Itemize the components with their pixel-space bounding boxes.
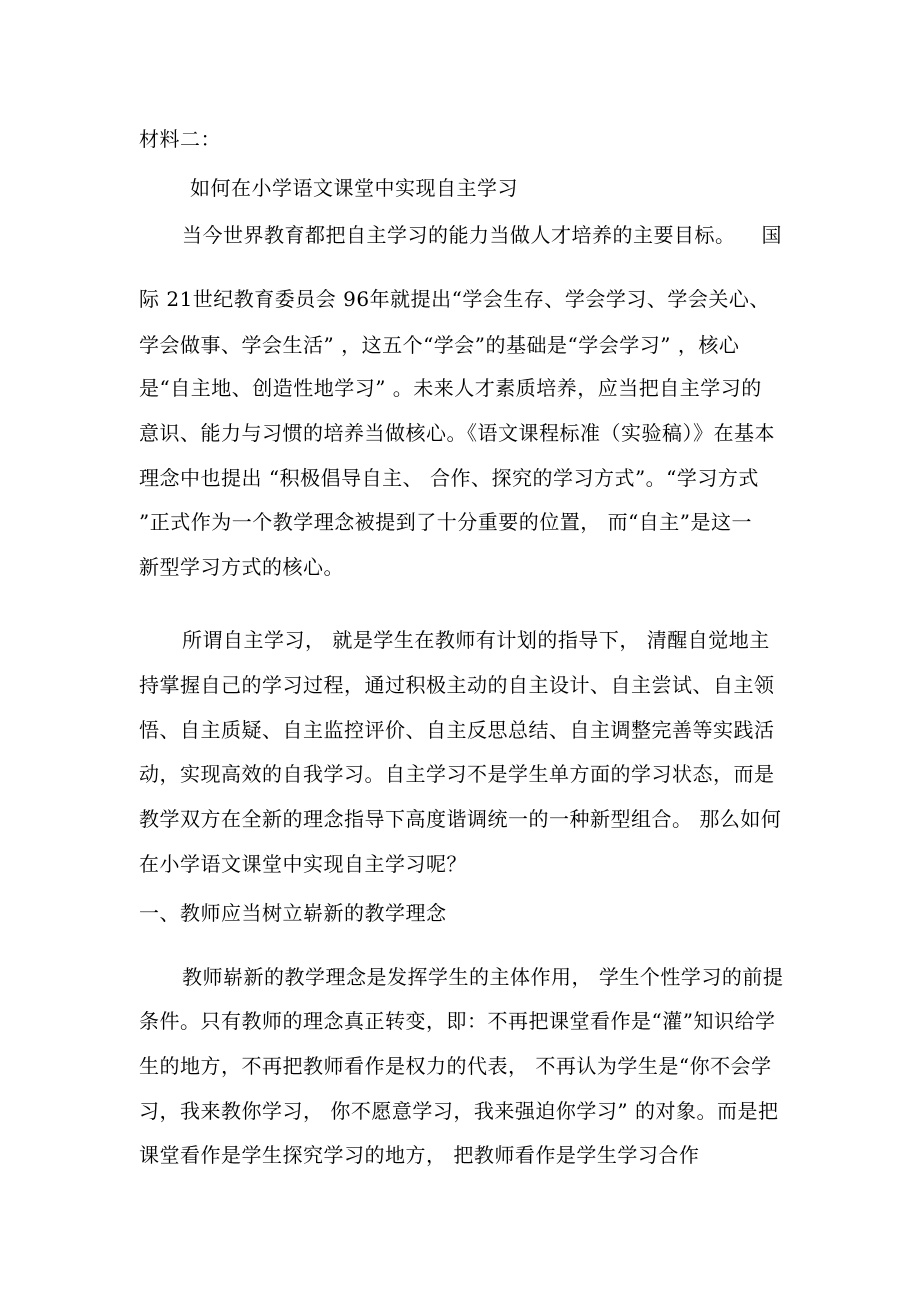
paragraph-1-line-1-left: 当今世界教育都把自主学习的能力当做人才培养的主要目标。 (182, 223, 736, 247)
paragraph-1-line-1 (182, 221, 782, 249)
material-label: 材料二： (139, 127, 221, 151)
paragraph-1-line: 新型学习方式的核心。 (139, 555, 344, 579)
paragraph-2-line: 在小学语文课堂中实现自主学习呢？ (139, 852, 467, 876)
paragraph-1-line: 意识、能力与习惯的培养当做核心。《语文课程标准（实验稿）》在基本 (139, 421, 775, 445)
paragraph-2-line: 动，实现高效的自我学习。自主学习不是学生单方面的学习状态，而是 (139, 762, 775, 786)
paragraph-2-line: 所谓自主学习， 就是学生在教师有计划的指导下， 清醒自觉地主 (182, 628, 770, 652)
paragraph-1-line: 理念中也提出 “积极倡导自主、 合作、探究的学习方式”。“学习方式 (139, 466, 759, 490)
paragraph-1-line: 学会做事、学会生活” ，这五个“学会”的基础是“学会学习” ，核心 (139, 333, 740, 357)
paragraph-1-line: 是“自主地、创造性地学习” 。未来人才素质培养，应当把自主学习的 (139, 376, 762, 400)
paragraph-3-line: 课堂看作是学生探究学习的地方， 把教师看作是学生学习合作 (139, 1143, 700, 1167)
paragraph-3-line: 条件。只有教师的理念真正转变，即：不再把课堂看作是“灌”知识给学 (139, 1009, 776, 1033)
paragraph-3-line: 教师崭新的教学理念是发挥学生的主体作用， 学生个性学习的前提 (182, 965, 784, 989)
document-title: 如何在小学语文课堂中实现自主学习 (190, 176, 518, 200)
paragraph-2-line: 持掌握自己的学习过程，通过积极主动的自主设计、自主尝试、自主领 (139, 673, 775, 697)
section-heading: 一、教师应当树立崭新的教学理念 (139, 901, 447, 925)
paragraph-1-line: 际 21世纪教育委员会 96年就提出“学会生存、学会学习、学会关心、 (139, 287, 770, 311)
paragraph-2-line: 悟、自主质疑、自主监控评价、自主反思总结、自主调整完善等实践活 (139, 718, 775, 742)
paragraph-1-line-1-right: 国 (761, 223, 782, 247)
paragraph-3-line: 习，我来教你学习， 你不愿意学习，我来强迫你学习” 的对象。而是把 (139, 1099, 779, 1123)
paragraph-3-line: 生的地方，不再把教师看作是权力的代表， 不再认为学生是“你不会学 (139, 1054, 772, 1078)
paragraph-1-line: ”正式作为一个教学理念被提到了十分重要的位置， 而“自主”是这一 (139, 510, 753, 534)
paragraph-2-line: 教学双方在全新的理念指导下高度谐调统一的一种新型组合。 那么如何 (139, 807, 782, 831)
